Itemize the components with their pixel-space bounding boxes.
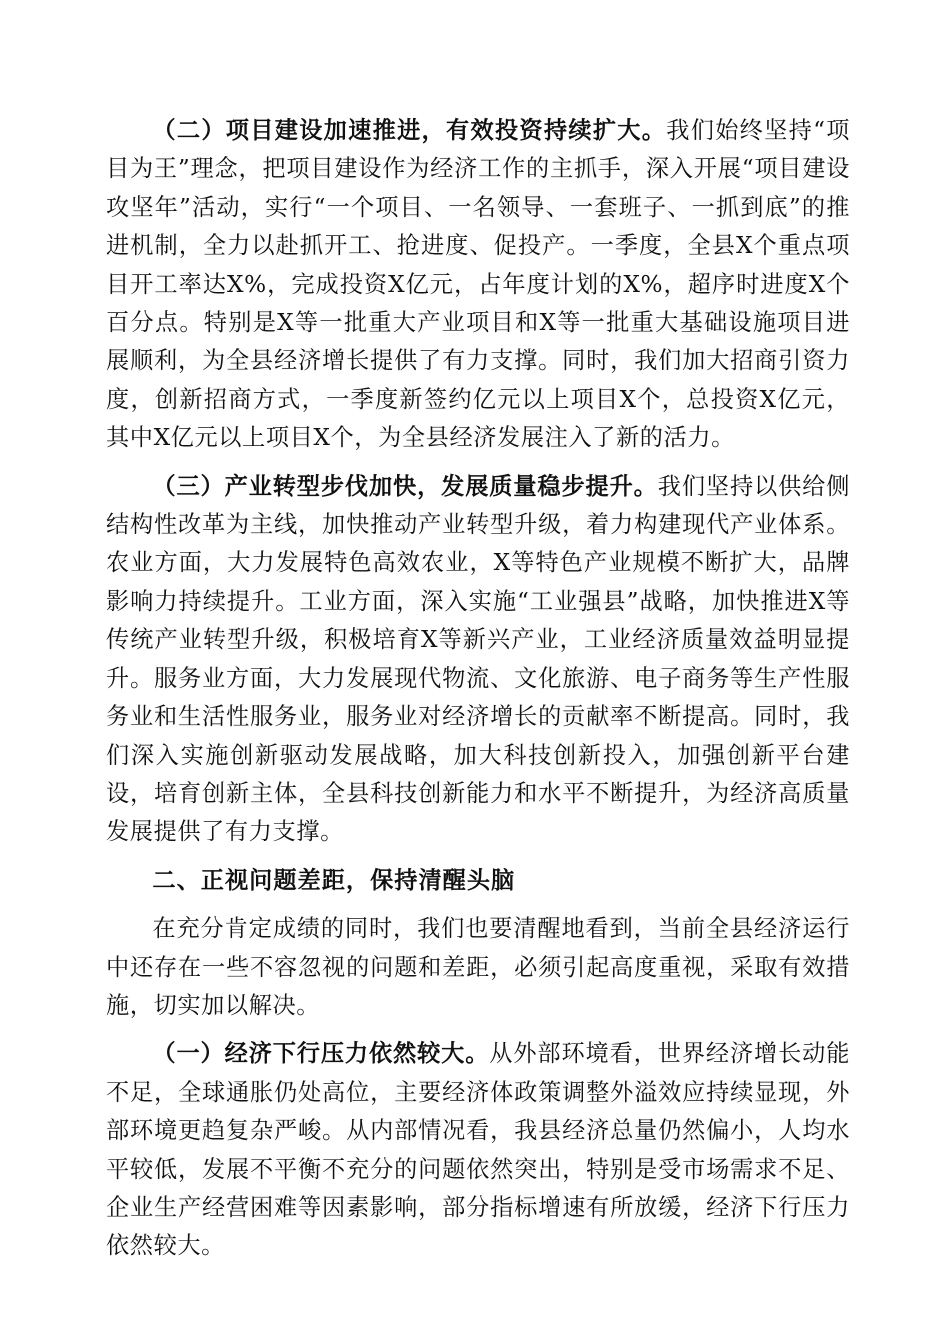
section-heading: 二、正视问题差距，保持清醒头脑 — [152, 866, 516, 894]
paragraph-body: 从外部环境看，世界经济增长动能不足，全球通胀仍处高位，主要经济体政策调整外溢效应持续显现，外部环境更趋复杂严峻。从内部情况看，我县经济总量仍然偏小，人均水平较低，发展不平衡不充分的问题依然突出，特别是受市场需求不足、企业生产经营困难等因素影响，部分指标增速有所放缓，经济下行压力依然较大。 — [106, 1040, 850, 1260]
intro-paragraph: 在充分肯定成绩的同时，我们也要清醒地看到，当前全县经济运行中还存在一些不容忽视的问题和差距，必须引起高度重视，采取有效措施，切实加以解决。 — [106, 915, 850, 1019]
document-page — [106, 112, 850, 1276]
paragraph-project-construction — [106, 112, 850, 458]
paragraph-lead: （二）项目建设加速推进，有效投资持续扩大。 — [152, 117, 667, 144]
paragraph-lead: （一）经济下行压力依然较大。 — [152, 1040, 490, 1068]
paragraph-lead: （三）产业转型步伐加快，发展质量稳步提升。 — [152, 472, 658, 500]
paragraph-economic-pressure — [106, 1035, 850, 1265]
paragraph-body: 我们坚持以供给侧结构性改革为主线，加快推动产业转型升级，着力构建现代产业体系。农业方面，大力发展特色高效农业，X等特色产业规模不断扩大，品牌影响力持续提升。工业方面，深入实施“工业强县”战略，加快推进X等传统产业转型升级，积极培育X等新兴产业，工业经济质量效益明显提升。服务业方面，大力发展现代物流、文化旅游、电子商务等生产性服务业和生活性服务业，服务业对经济增长的贡献率不断提高。同时，我们深入实施创新驱动发展战略，加大科技创新投入，加强创新平台建设，培育创新主体，全县科技创新能力和水平不断提升，为经济高质量发展提供了有力支撑。 — [106, 472, 850, 846]
paragraph-body: 我们始终坚持“项目为王”理念，把项目建设作为经济工作的主抓手，深入开展“项目建设攻坚年”活动，实行“一个项目、一名领导、一套班子、一抓到底”的推进机制，全力以赴抓开工、抢进度、促投产。一季度，全县X个重点项目开工率达X%，完成投资X亿元，占年度计划的X%，超序时进度X个百分点。特别是X等一批重大产业项目和X等一批重大基础设施项目进展顺利，为全县经济增长提供了有力支撑。同时，我们加大招商引资力度，创新招商方式，一季度新签约亿元以上项目X个，总投资X亿元，其中X亿元以上项目X个，为全县经济发展注入了新的活力。 — [106, 117, 850, 452]
paragraph-industry-transformation — [106, 468, 850, 852]
